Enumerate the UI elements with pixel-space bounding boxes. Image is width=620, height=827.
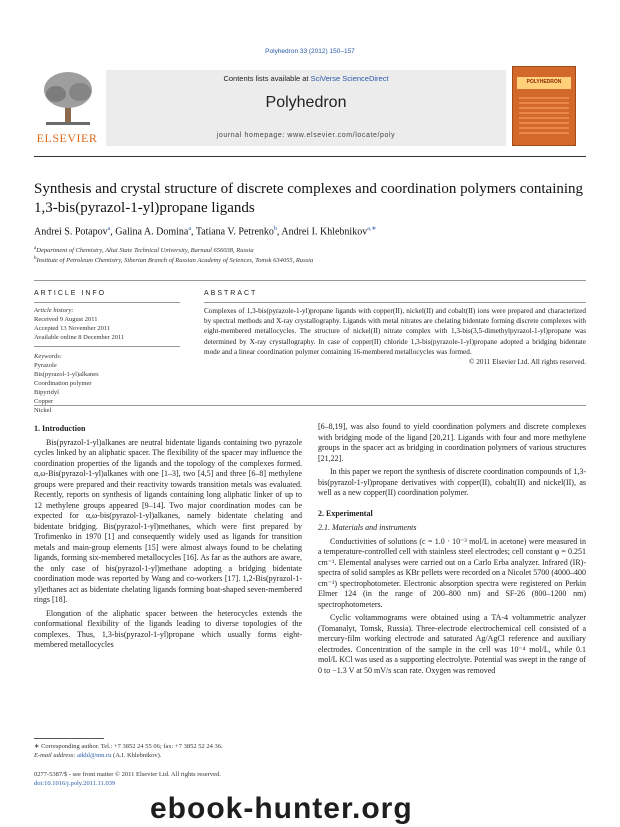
- author-name[interactable]: Andrei S. Potapov: [34, 226, 108, 238]
- contents-prefix: Contents lists available at: [223, 74, 311, 83]
- info-divider-mid: [34, 346, 180, 347]
- journal-masthead: [34, 64, 586, 152]
- history-item: Received 9 August 2011: [34, 316, 98, 323]
- author-affiliation-mark[interactable]: b: [273, 226, 277, 232]
- doi-link[interactable]: doi:10.1016/j.poly.2011.11.039: [34, 780, 116, 787]
- watermark-text: ebook-hunter.org: [150, 792, 413, 825]
- journal-homepage[interactable]: journal homepage: www.elsevier.com/locate/poly: [216, 132, 396, 139]
- history-item: Accepted 13 November 2011: [34, 325, 111, 332]
- contents-line: [106, 74, 506, 83]
- email-label: E-mail address:: [34, 752, 78, 759]
- abstract-heading: ABSTRACT: [204, 290, 258, 297]
- left-column: [34, 422, 302, 654]
- article-title: Synthesis and crystal structure of discrete complexes and coordination polymers containing 1,3-bis(pyrazol-1-yl)propane ligands: [34, 181, 584, 216]
- email-line: [34, 751, 302, 760]
- experimental-heading: 2. Experimental: [318, 508, 373, 518]
- corresponding-footnote: [34, 742, 302, 760]
- front-matter: [34, 770, 302, 788]
- author-name[interactable]: Tatiana V. Petrenko: [195, 226, 274, 238]
- author-list: Andrei S. Potapov$^a$, Galina A. Domina$^a$, Tatiana V. Petrenko$^b$, Andrei I. Khlebnikov$^{a,∗}$: [34, 226, 377, 238]
- keyword-item: Bis(pyrazol-1-yl)alkanes: [34, 371, 99, 378]
- intro-heading: 1. Introduction: [34, 424, 86, 433]
- cover-lines: [519, 97, 569, 137]
- abstract-divider-bottom: [34, 405, 586, 406]
- keyword-item: Copper: [34, 398, 54, 405]
- intro-paragraph: Elongation of the aliphatic spacer between the heterocycles extends the conformational flexibility of the ligands leading to diverse topologies of the complexes. Thus, 1,3-bis(pyrazol-1-yl)propane which usually forms eight-membered metallocycles: [34, 608, 302, 649]
- affiliation-a: $^a$Department of Chemistry, Altai State Technical University, Barnaul 656038, Russia: [34, 246, 254, 255]
- cover-journal-name: POLYHEDRON: [526, 79, 562, 85]
- experimental-paragraph: Cyclic voltammograms were obtained using a TA-4 voltammetric analyzer (Tomanalyt, Tomsk, Russia). Three-electrode electrochemical cell consisted of a mercury-film working electrode and saturated Ag/AgCl reference and auxiliary electrodes. Concentration of the sample in the cell was 10⁻⁴ mol/L, while 0.1 mol/L KCl was used as a supporting electrolyte. Potential was swept in the range of 0 to −1.3 V at 50 mV/s scan rate. Oxygen was removed: [318, 613, 586, 675]
- author-affiliation-mark[interactable]: a: [188, 226, 191, 232]
- abstract-copyright: © 2011 Elsevier Ltd. All rights reserved.: [469, 358, 586, 367]
- info-divider-top: [34, 302, 180, 303]
- author-name[interactable]: Galina A. Domina: [115, 226, 189, 238]
- materials-heading: 2.1. Materials and instruments: [318, 523, 417, 532]
- article-info-heading: ARTICLE INFO: [34, 290, 107, 297]
- journal-banner: [106, 70, 506, 146]
- abstract-body: [204, 306, 586, 367]
- elsevier-tree-icon: [40, 68, 96, 130]
- email-link[interactable]: aikhl@nm.ru: [77, 752, 112, 759]
- footnote-divider: [34, 738, 104, 739]
- publisher-name: ELSEVIER: [36, 131, 98, 145]
- abstract-divider-top: [204, 302, 586, 303]
- author-affiliation-mark[interactable]: a,∗: [367, 226, 377, 232]
- keyword-item: Bipyridyl: [34, 389, 59, 396]
- email-suffix: (A.I. Khlebnikov).: [111, 752, 162, 759]
- masthead-divider: [34, 156, 586, 157]
- article-history: [34, 306, 180, 342]
- affiliation-b: $^b$Institute of Petroleum Chemistry, Siberian Branch of Russian Academy of Sciences, Tomsk 634055, Russia: [34, 256, 314, 265]
- journal-title: Polyhedron: [265, 94, 347, 111]
- right-column: [318, 422, 586, 679]
- keyword-item: Coordination polymer: [34, 380, 92, 387]
- keyword-item: Nickel: [34, 407, 52, 414]
- journal-cover-thumbnail: [512, 66, 576, 146]
- intro-paragraph: Bis(pyrazol-1-yl)alkanes are neutral bidentate ligands containing two pyrazole cycles linked by an aliphatic spacer. The flexibility of the spacer may influence the coordination properties of the ligands and the topology of the complexes formed. α,ω-Bis(pyrazol-1-yl)alkanes with one [1–3], two [4,5] and three [6–8] methylene groups were prepared and their reactivity towards transition metals was evaluated. Recently, reports on synthesis of ligands containing long aliphatic linker of up to 12 methylene groups appeared [9–14]. Two major coordination modes can be expected for α,ω-bis(pyrazol-1-yl)alkanes, namely bidentate chelating and bidentate bridging. Bis(pyrazol-1-yl)methanes, which were first prepared by Trofimenko in 1970 [1] and consequently widely used as ligands for transition metals and main-group elements [15] were almost always found to be chelating ligands, forming six-membered metallocycles [16]. As far as the authors are aware, the only case of bis(pyrazol-1-yl)methane adopting a bridging bidentate coordination mode was reported by Wang and co-workers [17]. 1,2-Bis(pyrazol-1-yl)ethanes act as bidentate chelating ligands forming boat-shaped seven-membered rings [18].: [34, 437, 302, 604]
- abstract-text: Complexes of 1,3-bis(pyrazole-1-yl)propane ligands with copper(II), nickel(II) and cobalt(II) ions were prepared and characterized by spectral methods and X-ray crystallography. Ligands with metal nitrates are chelating bidentate forming discrete complexes with eight-membered metallocycles. The structure of nickel(II) nitrate complex with 1,3-bis(3,5-dimethylpyrazol-1-yl)propane was determined by X-ray crystallography. In case of copper(II) chloride 1,3-bis(pyrazole-1-yl)propane adopted a bridging bidentate mode and a linear coordination polymer containing 16-membered metallocycles was formed.: [204, 307, 586, 356]
- keyword-item: Pyrazole: [34, 362, 57, 369]
- author-affiliation-mark[interactable]: a: [107, 226, 111, 232]
- corresponding-author: ∗ Corresponding author. Tel.: +7 3852 24 55 06; fax: +7 3852 52 24 36.: [34, 743, 223, 750]
- journal-citation[interactable]: Polyhedron 33 (2012) 150–157: [265, 48, 355, 55]
- intro-paragraph-cont: [6–8,19], was also found to yield coordination polymers and discrete complexes with bridging mode of the ligand [20,21]. Ligands with four and more methylene groups in the spacer act as bridging in coordination polymers of various structures [21,22].: [318, 422, 586, 463]
- issn-line: 0277-5387/$ - see front matter © 2011 Elsevier Ltd. All rights reserved.: [34, 771, 221, 778]
- intro-paragraph: In this paper we report the synthesis of discrete coordination compounds of 1,3-bis(pyrazol-1-yl)propane derivatives with copper(II), cobalt(II) and nickel(II), as well as a new copper(II) coordination polymer.: [318, 467, 586, 497]
- experimental-paragraph: Conductivities of solutions (c = 1.0 · 10⁻³ mol/L in acetone) were measured in a temperature-controlled cell with stainless steel electrodes; cell constant φ = 0.251 cm⁻¹. Elemental analyses were carried out on a Carlo Erba analyzer. Infrared (IR)-spectra of solid samples as KBr pellets were recorded on a Nicolet 5700 (4000–400 cm⁻¹) spectrophotometer. Electronic absorption spectra were registered on Perkin Elmer 124 (in the range of 200–800 nm) and SF-26 (800–1200 nm) spectrophotometers.: [318, 536, 586, 609]
- keywords-label: Keywords:: [34, 353, 62, 360]
- history-label: Article history:: [34, 307, 74, 314]
- sciencedirect-link[interactable]: SciVerse ScienceDirect: [310, 74, 389, 83]
- elsevier-logo: [34, 68, 100, 148]
- author-name[interactable]: Andrei I. Khlebnikov: [281, 226, 368, 238]
- history-item: Available online 8 December 2011: [34, 334, 125, 341]
- header-divider: [34, 280, 586, 281]
